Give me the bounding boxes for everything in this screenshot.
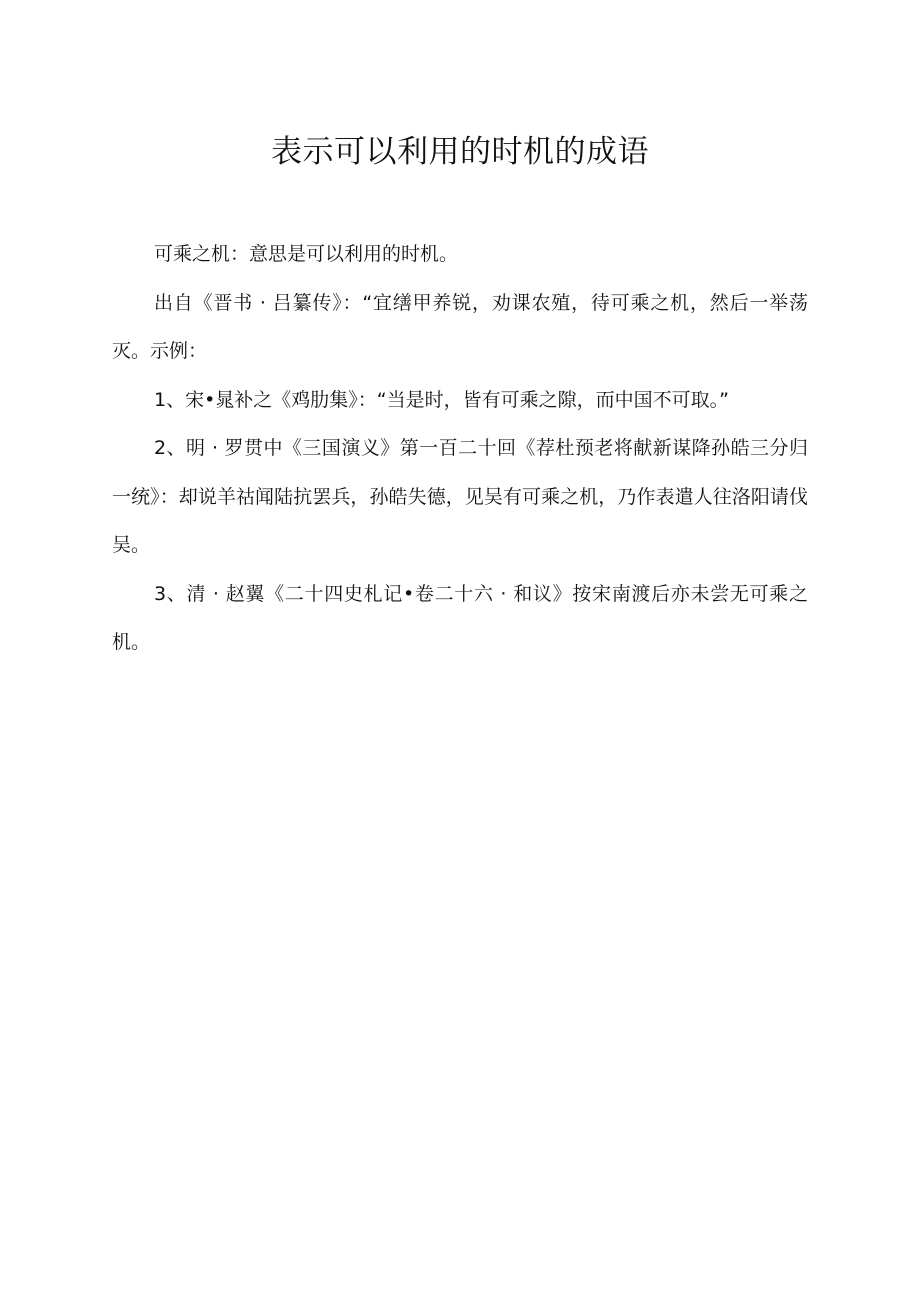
paragraph-definition: 可乘之机：意思是可以利用的时机。 — [154, 243, 459, 265]
paragraph-source: 出自《晋书 · 吕纂传》：“宜缮甲养锐，劝课农殖，待可乘之机，然后一举荡灭。示例： — [112, 291, 808, 362]
paragraph-example-1: 1、宋•晁补之《鸡肋集》：“当是时，皆有可乘之隙，而中国不可取。” — [154, 388, 729, 411]
paragraph-example-3: 3、清 · 赵翼《二十四史札记•卷二十六 · 和议》按宋南渡后亦未尝无可乘之机。 — [112, 582, 808, 653]
paragraph-example-2: 2、明 · 罗贯中《三国演义》第一百二十回《荐杜预老将献新谋降孙皓三分归一统》：却说羊祜闻陆抗罢兵，孙皓失德，见吴有可乘之机，乃作表遣人往洛阳请伐吴。 — [112, 437, 808, 556]
document-body — [112, 230, 808, 667]
document-title: 表示可以利用的时机的成语 — [271, 134, 649, 170]
